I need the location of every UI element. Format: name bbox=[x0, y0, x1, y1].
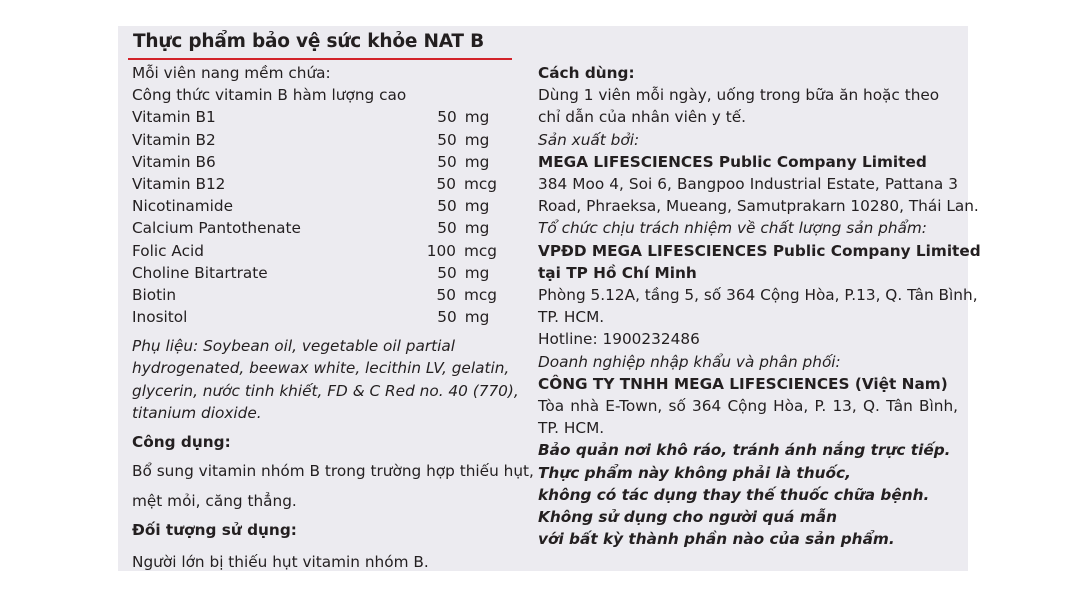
ingredient-amount: 50 bbox=[437, 263, 457, 282]
uses-text: mệt mỏi, căng thẳng. bbox=[132, 491, 297, 510]
ingredient-unit: mcg bbox=[464, 285, 498, 304]
audience-heading: Đối tượng sử dụng: bbox=[132, 520, 297, 539]
ingredient-amount: 100 bbox=[426, 241, 456, 260]
excipients-line: glycerin, nước tinh khiết, FD & C Red no. 40 (770), bbox=[132, 381, 519, 400]
ingredient-row bbox=[132, 195, 497, 217]
quality-address: Phòng 5.12A, tầng 5, số 364 Cộng Hòa, P.13, Q. Tân Bình, bbox=[538, 286, 978, 305]
capsule-intro: Mỗi viên nang mềm chứa: bbox=[132, 64, 331, 82]
ingredient-amount: 50 bbox=[437, 108, 457, 127]
ingredient-unit: mg bbox=[464, 263, 490, 282]
formula-label: Công thức vitamin B hàm lượng cao bbox=[132, 86, 407, 105]
right-column bbox=[538, 62, 981, 550]
ingredient-unit: mg bbox=[464, 130, 490, 149]
ingredient-amount: 50 bbox=[437, 197, 457, 216]
ingredient-row bbox=[132, 284, 497, 306]
warning-line: Bảo quản nơi khô ráo, tránh ánh nắng trực tiếp. bbox=[538, 441, 951, 460]
ingredient-row bbox=[132, 217, 497, 239]
excipients-line: Phụ liệu: Soybean oil, vegetable oil partial bbox=[132, 337, 456, 356]
ingredient-amount: 50 bbox=[437, 152, 457, 171]
warning-line: không có tác dụng thay thế thuốc chữa bệnh. bbox=[538, 485, 930, 504]
ingredient-table bbox=[132, 106, 497, 328]
uses-heading: Công dụng: bbox=[132, 433, 231, 452]
manufacturer-name: MEGA LIFESCIENCES Public Company Limited bbox=[538, 152, 927, 171]
ingredient-name: Vitamin B2 bbox=[132, 130, 216, 149]
audience-text: Người lớn bị thiếu hụt vitamin nhóm B. bbox=[132, 552, 429, 571]
ingredient-name: Vitamin B1 bbox=[132, 108, 216, 127]
ingredient-row bbox=[132, 262, 497, 284]
importer-label: Doanh nghiệp nhập khẩu và phân phối: bbox=[538, 352, 841, 371]
ingredient-row bbox=[132, 129, 497, 151]
manufacturer-label: Sản xuất bởi: bbox=[538, 130, 640, 149]
warning-line: Thực phẩm này không phải là thuốc, bbox=[538, 463, 851, 482]
ingredient-row bbox=[132, 173, 497, 195]
ingredient-name: Inositol bbox=[132, 308, 188, 327]
manufacturer-address: 384 Moo 4, Soi 6, Bangpoo Industrial Estate, Pattana 3 bbox=[538, 175, 958, 194]
ingredient-unit: mg bbox=[464, 219, 490, 238]
ingredient-row bbox=[132, 306, 497, 328]
ingredient-unit: mg bbox=[464, 197, 490, 216]
ingredient-name: Choline Bitartrate bbox=[132, 263, 268, 282]
ingredient-unit: mg bbox=[464, 108, 490, 127]
hotline: Hotline: 1900232486 bbox=[538, 330, 700, 349]
ingredient-name: Vitamin B12 bbox=[132, 174, 226, 193]
quality-org-name: VPĐD MEGA LIFESCIENCES Public Company Limited bbox=[538, 241, 981, 260]
ingredient-name: Calcium Pantothenate bbox=[132, 219, 301, 238]
ingredient-amount: 50 bbox=[437, 219, 457, 238]
quality-org-name: tại TP Hồ Chí Minh bbox=[538, 263, 697, 282]
ingredient-amount: 50 bbox=[436, 174, 456, 193]
ingredient-name: Vitamin B6 bbox=[132, 152, 216, 171]
uses-text: Bổ sung vitamin nhóm B trong trường hợp thiếu hụt, bbox=[132, 462, 534, 481]
quality-label: Tổ chức chịu trách nhiệm về chất lượng sản phẩm: bbox=[538, 219, 927, 238]
title-underline bbox=[128, 58, 512, 60]
warnings-block bbox=[538, 439, 958, 550]
ingredient-name: Nicotinamide bbox=[132, 197, 234, 216]
excipients-line: titanium dioxide. bbox=[132, 403, 262, 422]
product-title: Thực phẩm bảo vệ sức khỏe NAT B bbox=[133, 31, 484, 52]
excipients-block bbox=[132, 335, 519, 424]
warning-line: với bất kỳ thành phần nào của sản phẩm. bbox=[538, 530, 895, 549]
ingredient-unit: mg bbox=[464, 152, 490, 171]
importer-address: TP. HCM. bbox=[538, 419, 605, 438]
ingredient-row bbox=[132, 151, 497, 173]
usage-heading: Cách dùng: bbox=[538, 64, 635, 82]
ingredient-name: Folic Acid bbox=[132, 241, 204, 260]
ingredient-amount: 50 bbox=[437, 130, 457, 149]
ingredient-amount: 50 bbox=[436, 285, 456, 304]
ingredient-name: Biotin bbox=[132, 285, 177, 304]
manufacturer-address: Road, Phraeksa, Mueang, Samutprakarn 10280, Thái Lan. bbox=[538, 197, 979, 216]
ingredient-row bbox=[132, 240, 497, 262]
importer-name: CÔNG TY TNHH MEGA LIFESCIENCES (Việt Nam) bbox=[538, 374, 948, 393]
ingredient-unit: mg bbox=[464, 308, 490, 327]
left-column bbox=[132, 62, 534, 573]
usage-text: chỉ dẫn của nhân viên y tế. bbox=[538, 108, 746, 127]
importer-address: Tòa nhà E-Town, số 364 Cộng Hòa, P. 13, Q. Tân Bình, bbox=[538, 397, 958, 416]
ingredient-row bbox=[132, 106, 497, 128]
quality-address: TP. HCM. bbox=[538, 308, 605, 327]
ingredient-unit: mcg bbox=[464, 241, 498, 260]
warning-line: Không sử dụng cho người quá mẫn bbox=[538, 508, 837, 527]
ingredient-unit: mcg bbox=[464, 174, 498, 193]
usage-text: Dùng 1 viên mỗi ngày, uống trong bữa ăn hoặc theo bbox=[538, 86, 940, 105]
excipients-line: hydrogenated, beewax white, lecithin LV, gelatin, bbox=[132, 359, 510, 378]
ingredient-amount: 50 bbox=[437, 308, 457, 327]
